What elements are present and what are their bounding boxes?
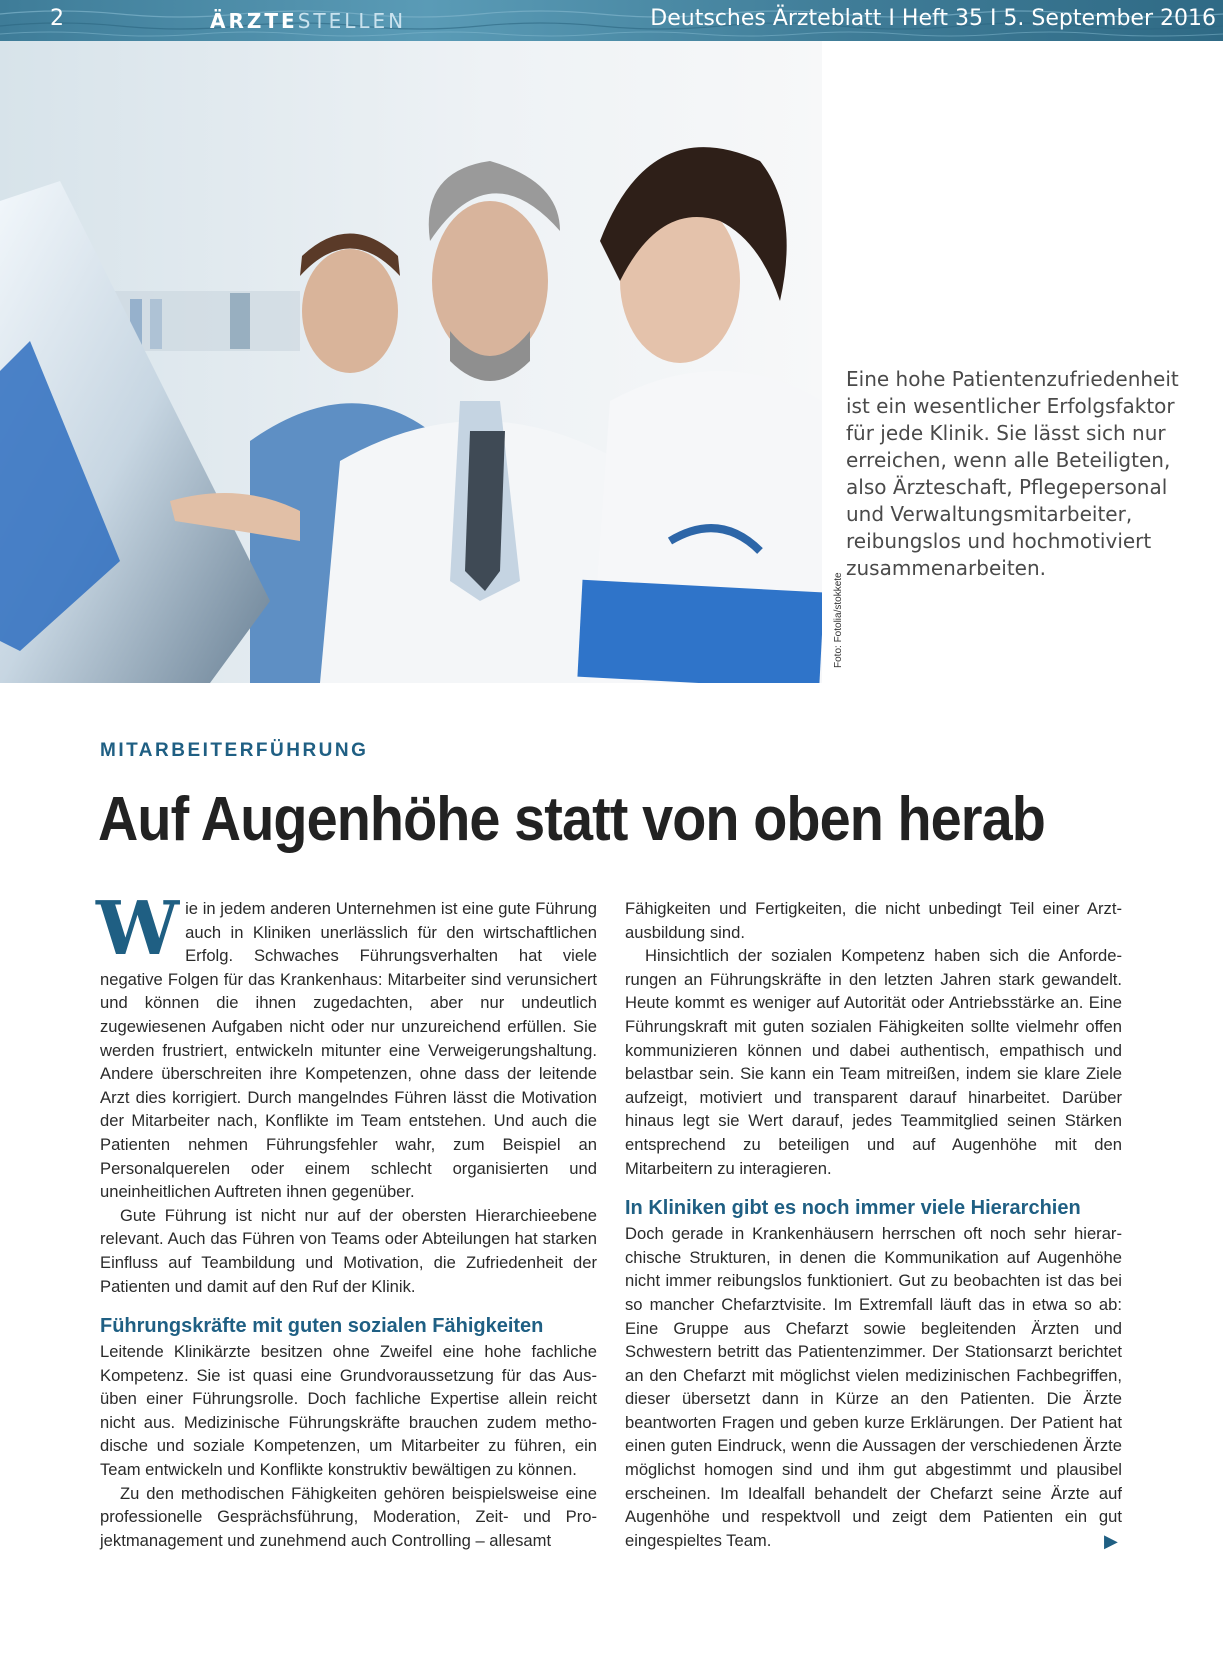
paragraph-1 xyxy=(96,886,597,1204)
issue-info: Deutsches Ärzteblatt I Heft 35 I 5. September 2016 xyxy=(650,6,1216,31)
photo-credit xyxy=(822,41,844,683)
drop-cap: W xyxy=(96,886,180,972)
subheading-2: In Kliniken gibt es noch immer viele Hierarchien xyxy=(625,1197,1081,1220)
paragraph-7: Doch gerade in Krankenhäusern herrschen oft noch sehr hierarchische Strukturen, in denen die Kommunikation auf Augenhöhe nicht immer reibungslos funktioniert. Gut zu beobachten ist das bei so mancher Chefarztvisite. Im Extremfall läuft das in etwa so ab: Eine Gruppe aus Chefarzt sowie begleitenden Ärzten und Schwestern betritt das Patientenzimmer. Der Stationsarzt berichtet an den Chefarzt mit möglichst vielen medizinischen Fachbegriffen, dieser übersetzt dann in Kürze an den Patienten. Die Ärzte beantworten Fragen und geben kurze Erklärungen. Der Patient hat einen guten Eindruck, wenn die Aussagen der verschiedenen Ärzte möglichst homogen sind und ihm gut abgestimmt und plausibel erscheinen. Im Idealfall behandelt der Chefarzt seine Ärzte auf Augenhöhe und respektvoll und zeigt dem Patienten ein gut eingespieltes Team. xyxy=(625,1224,1122,1550)
continue-arrow-icon: ▶ xyxy=(1104,1531,1118,1551)
paragraph-2: Gute Führung ist nicht nur auf der obersten Hierarchieebene relevant. Auch das Führen von Teams oder Abteilungen hat starken Einfluss auf Teambildung und Motivation, die Zufriedenheit der Patienten und damit auf den Ruf der Klinik. xyxy=(100,1205,597,1296)
logo-part-2: STELLEN xyxy=(297,9,407,33)
paragraph-4: Zu den methodischen Fähigkeiten gehören beispielsweise eine professionelle Gesprächsführung, Moderation, Zeit- und Projektmanagement und zunehmend auch Controlling – allesamt xyxy=(100,1483,597,1550)
article-column-left xyxy=(96,886,597,1552)
photo-caption: Eine hohe Patientenzufriedenheit ist ein wesentlicher Erfolgsfaktor für jede Klinik. Sie lässt sich nur erreichen, wenn alle Beteiligten, also Ärzteschaft, Pflegepersonal und Verwaltungsmitarbeiter, reibungslos und hochmotiviert zusammenarbeiten. xyxy=(846,367,1179,580)
page-header-band xyxy=(0,0,1223,41)
paragraph-6: Hinsichtlich der sozialen Kompetenz haben sich die Anforderungen an Führungskräfte in den letzten Jahren stark gewandelt. Heute kommt es weniger auf Autorität oder Antriebsstärke an. Eine Führungskraft mit guten sozialen Fähigkeiten sollte vielmehr offen kommunizieren können und dabei authentisch, empathisch und belastbar sein. Sie kann ein Team mitreißen, indem sie klare Ziele aufzeigt, motiviert und transparent darauf hinarbeitet. Darüber hinaus legt sie Wert darauf, jedes Teammitglied seinen Stärken entsprechend zu beteiligen und auf Augenhöhe mit den Mitarbeitern zu interagieren. xyxy=(625,946,1122,1178)
article-headline: Auf Augenhöhe statt von oben herab xyxy=(98,785,1045,854)
article-photo xyxy=(0,41,822,683)
page-number: 2 xyxy=(50,6,64,31)
subheading-1: Führungskräfte mit guten sozialen Fähigkeiten xyxy=(100,1315,544,1338)
section-logo xyxy=(210,9,406,33)
doctors-xray-illustration xyxy=(0,41,822,683)
photo-credit-text: Foto: Fotolia/stokkete xyxy=(833,572,844,668)
logo-part-1: ÄRZTE xyxy=(210,9,298,33)
paragraph-5: Fähigkeiten und Fertigkeiten, die nicht unbedingt Teil einer Arztausbildung sind. xyxy=(625,899,1122,942)
paragraph-1-text: ie in jedem anderen Unternehmen ist eine gute Führung auch in Kliniken unerlässlich für den wirtschaftlichen Erfolg. Schwaches Führungsverhalten hat viele negative Folgen für das Krankenhaus: Mitarbeiter sind verunsichert und können die ihnen zugedachten, aber nur undeutlich zugewiesenen Aufgaben nicht oder nur unzureichend erfüllen. Sie werden frustriert, entwickeln mitunter eine Verweigerungshaltung. Andere überschreiten ihre Kompetenzen, ohne dass der leitende Arzt dies korrigiert. Durch mangelndes Führen lässt die Motivation der Mitarbeiter nach, Konflikte im Team entstehen. Und auch die Patienten nehmen Führungsfehler wahr, zum Beispiel an Personalquerelen oder einem schlecht organisierten und uneinheitlichen Auftreten ihnen gegenüber. xyxy=(100,899,597,1202)
article-column-right xyxy=(625,897,1122,1552)
article-kicker: MITARBEITERFÜHRUNG xyxy=(100,740,369,761)
paragraph-3: Leitende Klinikärzte besitzen ohne Zweifel eine hohe fachliche Kompetenz. Sie ist quasi eine Grundvoraussetzung für das Ausüben einer Führungsrolle. Doch fachliche Expertise allein reicht nicht aus. Medizinische Führungskräfte brauchen zudem methodische und soziale Kompetenzen, um Mitarbeiter zu führen, ein Team entwickeln und Konflikte konstruktiv bewältigen zu können. xyxy=(100,1342,597,1480)
